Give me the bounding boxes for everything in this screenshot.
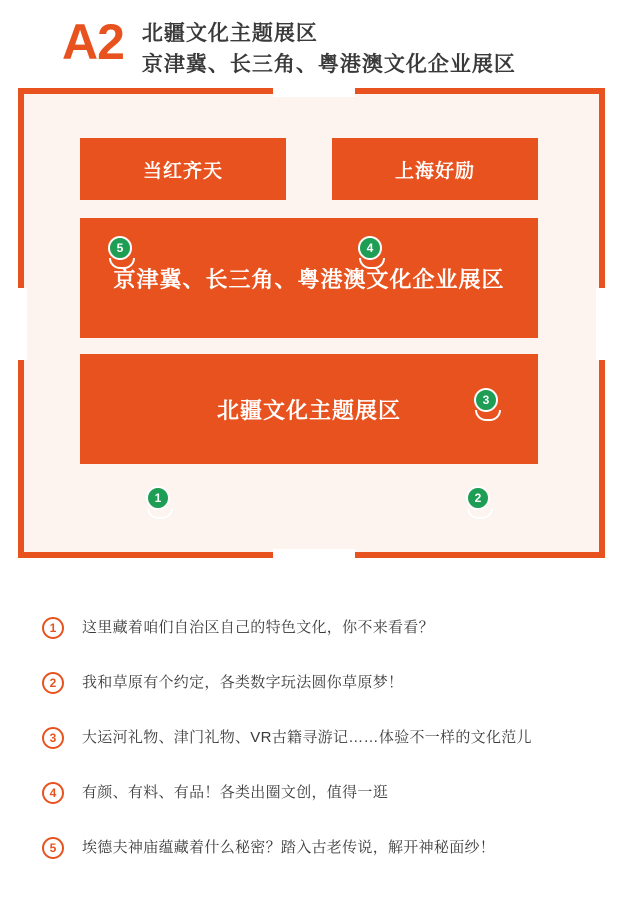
legend-description: 我和草原有个约定，各类数字玩法圆你草原梦！ bbox=[82, 673, 404, 691]
map-pin-4[interactable] bbox=[358, 236, 384, 270]
map-pin-base-icon bbox=[147, 508, 173, 519]
map-pin-number: 1 bbox=[146, 486, 170, 510]
legend-item bbox=[42, 765, 589, 820]
hall-code: A2 bbox=[62, 14, 124, 70]
legend-number-badge: 1 bbox=[42, 617, 64, 639]
hall-header bbox=[0, 0, 623, 80]
legend-description: 有颜、有料、有品！各类出圈文创，值得一逛 bbox=[82, 783, 389, 801]
legend-item bbox=[42, 710, 589, 765]
map-frame-notch-left bbox=[15, 288, 27, 360]
map-frame-notch-top bbox=[273, 85, 355, 97]
map-block-label: 北疆文化主题展区 bbox=[216, 397, 401, 423]
map-block-label: 当红齐天 bbox=[142, 160, 223, 182]
map-pin-number: 5 bbox=[108, 236, 132, 260]
map-block-jingjinji-changsanjiao-yuegangao[interactable] bbox=[80, 218, 538, 338]
map-block-danghongqitian[interactable] bbox=[80, 138, 286, 200]
map-pin-3[interactable] bbox=[474, 388, 500, 422]
map-pin-2[interactable] bbox=[466, 486, 492, 520]
map-frame-notch-bottom bbox=[273, 549, 355, 561]
floor-map bbox=[18, 88, 605, 558]
legend-description: 这里藏着咱们自治区自己的特色文化，你不来看看？ bbox=[82, 618, 434, 636]
legend-item bbox=[42, 655, 589, 710]
legend-item bbox=[42, 600, 589, 655]
hall-title-line-2: 京津冀、长三角、粤港澳文化企业展区 bbox=[141, 53, 516, 76]
map-pin-number: 3 bbox=[474, 388, 498, 412]
legend-number-badge: 2 bbox=[42, 672, 64, 694]
map-pin-number: 2 bbox=[466, 486, 490, 510]
legend-list bbox=[0, 600, 623, 875]
map-pin-base-icon bbox=[467, 508, 493, 519]
hall-title-line-1: 北疆文化主题展区 bbox=[141, 22, 318, 45]
hall-title-group bbox=[142, 12, 516, 80]
legend-number-badge: 5 bbox=[42, 837, 64, 859]
map-pin-base-icon bbox=[109, 258, 135, 269]
legend-description: 大运河礼物、津门礼物、VR古籍寻游记……体验不一样的文化范儿 bbox=[82, 728, 532, 746]
map-pin-number: 4 bbox=[358, 236, 382, 260]
map-pin-5[interactable] bbox=[108, 236, 134, 270]
map-pin-1[interactable] bbox=[146, 486, 172, 520]
map-block-shanghaihaoli[interactable] bbox=[332, 138, 538, 200]
legend-number-badge: 4 bbox=[42, 782, 64, 804]
map-pin-base-icon bbox=[475, 410, 501, 421]
legend-description: 埃德夫神庙蕴藏着什么秘密？踏入古老传说，解开神秘面纱！ bbox=[82, 838, 496, 856]
map-pin-base-icon bbox=[359, 258, 385, 269]
map-block-beijiang-culture[interactable] bbox=[80, 354, 538, 464]
map-block-label: 上海好励 bbox=[394, 160, 475, 182]
legend-item bbox=[42, 820, 589, 875]
map-block-label: 京津冀、长三角、粤港澳文化企业展区 bbox=[113, 266, 505, 292]
map-frame-notch-right bbox=[596, 288, 608, 360]
legend-number-badge: 3 bbox=[42, 727, 64, 749]
